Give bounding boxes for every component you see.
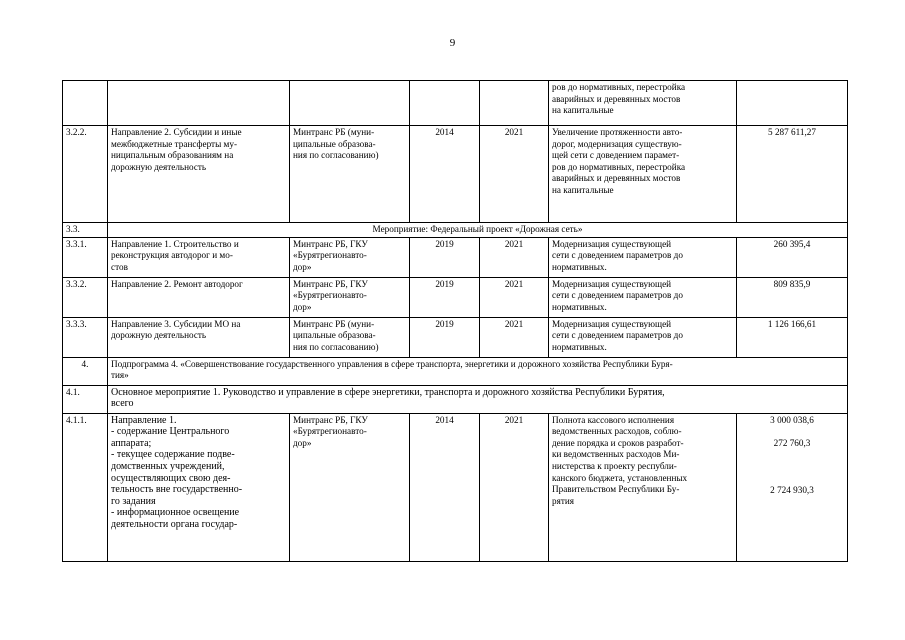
table-row — [63, 277, 848, 317]
table-row — [63, 357, 848, 385]
name-cell: Направление 2. Субсидии и иные межбюджетные трансферты му- ниципальным образованиям на дорожную деятельность — [108, 126, 290, 223]
main-activity-title-cell: Основное мероприятие 1. Руководство и управление в сфере энергетики, транспорта и дорожного хозяйства Республики Бурятия, всего — [108, 385, 848, 413]
table-row — [63, 385, 848, 413]
table-row — [63, 126, 848, 223]
end-year-cell: 2021 — [480, 413, 549, 561]
result-cell: Модернизация существующей сети с доведением параметров до нормативных. — [549, 317, 737, 357]
executor-cell: Минтранс РБ (муни- ципальные образова- ния по согласованию) — [290, 126, 410, 223]
subprogram-title-cell: Подпрограмма 4. «Совершенствование государственного управления в сфере транспорта, энергетики и дорожного хозяйства Республики Буря- тия» — [108, 357, 848, 385]
end-year-cell: 2021 — [480, 317, 549, 357]
num-cell — [63, 81, 108, 126]
section-title-cell: Мероприятие: Федеральный проект «Дорожная сеть» — [108, 223, 848, 238]
amount-cell: 1 126 166,61 — [737, 317, 848, 357]
amount-central-apparatus: 272 760,3 — [773, 438, 811, 449]
table-row — [63, 223, 848, 238]
num-cell: 3.2.2. — [63, 126, 108, 223]
end-year-cell: 2021 — [480, 126, 549, 223]
num-cell: 4.1. — [63, 385, 108, 413]
executor-cell: Минтранс РБ, ГКУ «Бурятрегионавто- дор» — [290, 277, 410, 317]
end-year-cell — [480, 81, 549, 126]
name-cell — [108, 81, 290, 126]
num-cell: 3.3.3. — [63, 317, 108, 357]
program-activities-table — [62, 80, 848, 562]
result-cell: Полнота кассового исполнения ведомственных расходов, соблю- дение порядка и сроков разработ- ки ведомственных расходов Ми- нистерства к проекту республи- канского бюджета, установленных Правительством Республики Бу- рятия — [549, 413, 737, 561]
start-year-cell: 2019 — [410, 237, 480, 277]
page-number: 9 — [449, 37, 456, 49]
result-cell: Модернизация существующей сети с доведением параметров до нормативных. — [549, 237, 737, 277]
amount-subordinate-institutions: 2 724 930,3 — [770, 484, 814, 495]
table-row — [63, 237, 848, 277]
start-year-cell: 2014 — [410, 126, 480, 223]
start-year-cell — [410, 81, 480, 126]
table-row — [63, 317, 848, 357]
end-year-cell: 2021 — [480, 237, 549, 277]
num-cell: 3.3.1. — [63, 237, 108, 277]
executor-cell: Минтранс РБ (муни- ципальные образова- ния по согласованию) — [290, 317, 410, 357]
table-row — [63, 81, 848, 126]
name-cell: Направление 2. Ремонт автодорог — [108, 277, 290, 317]
num-cell: 3.3. — [63, 223, 108, 238]
start-year-cell: 2019 — [410, 317, 480, 357]
num-cell: 4.1.1. — [63, 413, 108, 561]
num-cell: 4. — [63, 357, 108, 385]
amount-cell: 260 395,4 — [737, 237, 848, 277]
result-cell: Увеличение протяженности авто- дорог, модернизация существую- щей сети с доведением парамет- ров до нормативных, перестройка аварийных и деревянных мостов на капитальные — [549, 126, 737, 223]
executor-cell: Минтранс РБ, ГКУ «Бурятрегионавто- дор» — [290, 237, 410, 277]
num-cell: 3.3.2. — [63, 277, 108, 317]
name-cell: Направление 1. Строительство и реконструкция автодорог и мо- стов — [108, 237, 290, 277]
table-row — [63, 413, 848, 561]
executor-cell — [290, 81, 410, 126]
amount-cell — [737, 413, 848, 561]
amount-cell: 809 835,9 — [737, 277, 848, 317]
amount-cell: 5 287 611,27 — [737, 126, 848, 223]
result-cell: Модернизация существующей сети с доведением параметров до нормативных. — [549, 277, 737, 317]
amount-total: 3 000 038,6 — [770, 414, 814, 425]
start-year-cell: 2014 — [410, 413, 480, 561]
executor-cell: Минтранс РБ, ГКУ «Бурятрегионавто- дор» — [290, 413, 410, 561]
name-cell: Направление 1. - содержание Центрального аппарата; - текущее содержание подве- домственных учреждений, осуществляющих свою дея- тельность вне государственно- го задания - информационное освещение деятельности органа государ- — [108, 413, 290, 561]
name-cell: Направление 3. Субсидии МО на дорожную деятельность — [108, 317, 290, 357]
result-cell: ров до нормативных, перестройка аварийных и деревянных мостов на капитальные — [549, 81, 737, 126]
start-year-cell: 2019 — [410, 277, 480, 317]
end-year-cell: 2021 — [480, 277, 549, 317]
amount-cell — [737, 81, 848, 126]
